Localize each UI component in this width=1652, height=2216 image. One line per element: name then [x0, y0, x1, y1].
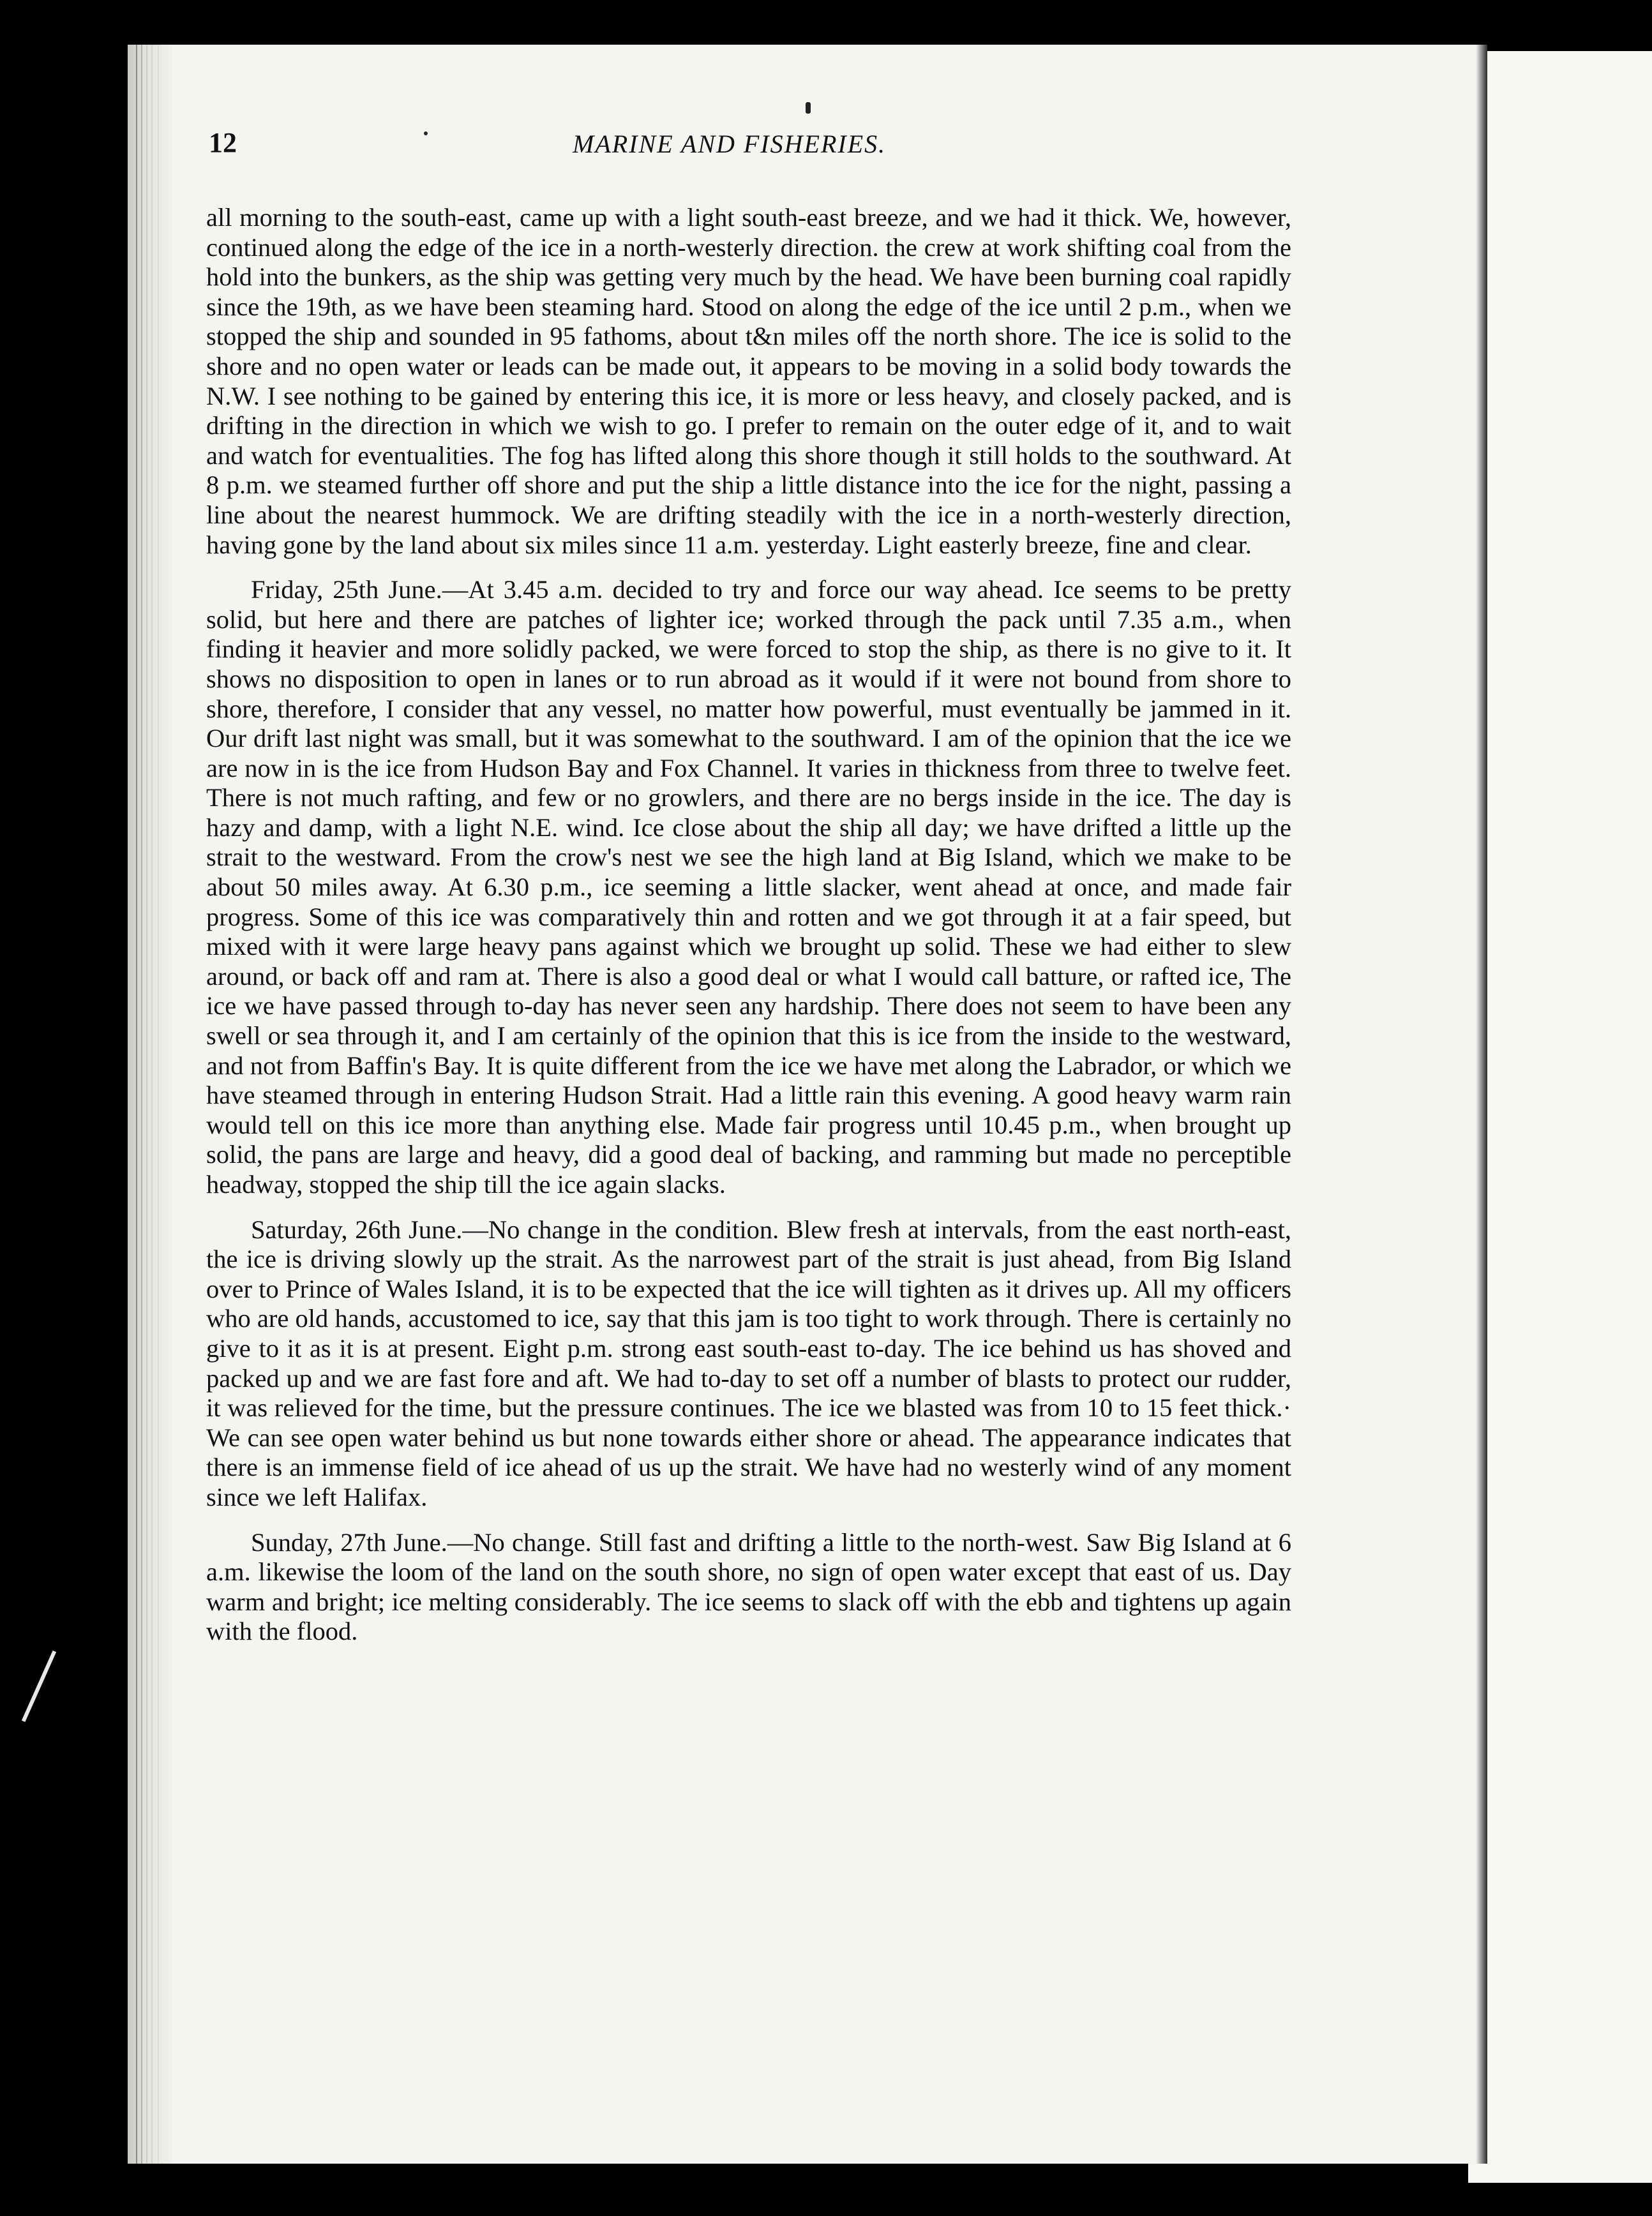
gutter-lines	[133, 45, 165, 2164]
scan-speck	[806, 102, 811, 114]
page-edge-shadow	[1476, 45, 1487, 2164]
paragraph-friday: Friday, 25th June.—At 3.45 a.m. decided to try and force our way ahead. Ice seems to be pretty solid, but here and there are patches of lighter ice; worked through the pack until 7.35 a.m., when finding it heavier and more solidly packed, we were forced to stop the ship, as there is no give to it. It shows no disposition to open in lanes or to run abroad as it would if it were not bound from shore to shore, therefore, I consider that any vessel, no matter how powerful, must eventually be jammed in it. Our drift last night was small, but it was somewhat to the southward. I am of the opinion that the ice we are now in is the ice from Hudson Bay and Fox Channel. It varies in thickness from three to twelve feet. There is not much rafting, and few or no growlers, and there are no bergs inside in the ice. The day is hazy and damp, with a light N.E. wind. Ice close about the ship all day; we have drifted a little up the strait to the westward. From the crow's nest we see the high land at Big Island, which we make to be about 50 miles away. At 6.30 p.m., ice seeming a little slacker, went ahead at once, and made fair progress. Some of this ice was comparatively thin and rotten and we got through it at a fair speed, but mixed with it were large heavy pans against which we brought up solid. These we had either to slew around, or back off and ram at. There is also a good deal or what I would call batture, or rafted ice, The ice we have passed through to-day has never seen any hardship. There does not seem to have been any swell or sea through it, and I am certainly of the opinion that this is ice from the inside to the westward, and not from Baffin's Bay. It is quite different from the ice we have met along the Labrador, or which we have steamed through in entering Hudson Strait. Had a little rain this evening. A good heavy warm rain would tell on this ice more than anything else. Made fair progress until 10.45 p.m., when brought up solid, the pans are large and heavy, did a good deal of backing, and ramming but made no perceptible headway, stopped the ship till the ice again slacks.	[206, 575, 1291, 1199]
body-text	[206, 203, 1291, 1647]
paragraph-sunday: Sunday, 27th June.—No change. Still fast and drifting a little to the north-west. Saw Big Island at 6 a.m. likewise the loom of the land on the south shore, no sign of open water except that east of us. Day warm and bright; ice melting considerably. The ice seems to slack off with the ebb and tightens up again with the flood.	[206, 1527, 1291, 1646]
paragraph-continued: all morning to the south-east, came up with a light south-east breeze, and we had it thick. We, however, continued along the edge of the ice in a north-westerly direction. the crew at work shifting coal from the hold into the bunkers, as the ship was getting very much by the head. We have been burning coal rapidly since the 19th, as we have been steaming hard. Stood on along the edge of the ice until 2 p.m., when we stopped the ship and sounded in 95 fathoms, about t&n miles off the north shore. The ice is solid to the shore and no open water or leads can be made out, it appears to be moving in a solid body towards the N.W. I see nothing to be gained by entering this ice, it is more or less heavy, and closely packed, and is drifting in the direction in which we wish to go. I prefer to remain on the outer edge of it, and to wait and watch for eventualities. The fog has lifted along this shore though it still holds to the southward. At 8 p.m. we steamed further off shore and put the ship a little distance into the ice for the night, passing a line about the nearest hummock. We are drifting steadily with the ice in a north-westerly direction, having gone by the land about six miles since 11 a.m. yesterday. Light easterly breeze, fine and clear.	[206, 203, 1291, 559]
running-head: MARINE AND FISHERIES.	[573, 130, 887, 158]
page-number: 12	[209, 127, 237, 158]
paragraph-saturday: Saturday, 26th June.—No change in the condition. Blew fresh at intervals, from the east north-east, the ice is driving slowly up the strait. As the narrowest part of the strait is just ahead, from Big Island over to Prince of Wales Island, it is to be expected that the ice will tighten as it drives up. All my officers who are old hands, accustomed to ice, say that this jam is too tight to work through. There is certainly no give to it as it is at present. Eight p.m. strong east south-east to-day. The ice behind us has shoved and packed up and we are fast fore and aft. We had to-day to set off a number of blasts to protect our rudder, it was relieved for the time, but the pressure continues. The ice we blasted was from 10 to 15 feet thick.· We can see open water behind us but none towards either shore or ahead. The appearance indicates that there is an immense field of ice ahead of us up the strait. We have had no westerly wind of any moment since we left Halifax.	[206, 1215, 1291, 1511]
page-header	[209, 126, 1166, 177]
page-gutter	[128, 45, 172, 2164]
facing-page-edge	[1468, 51, 1652, 2183]
scan-mark	[22, 1651, 56, 1722]
